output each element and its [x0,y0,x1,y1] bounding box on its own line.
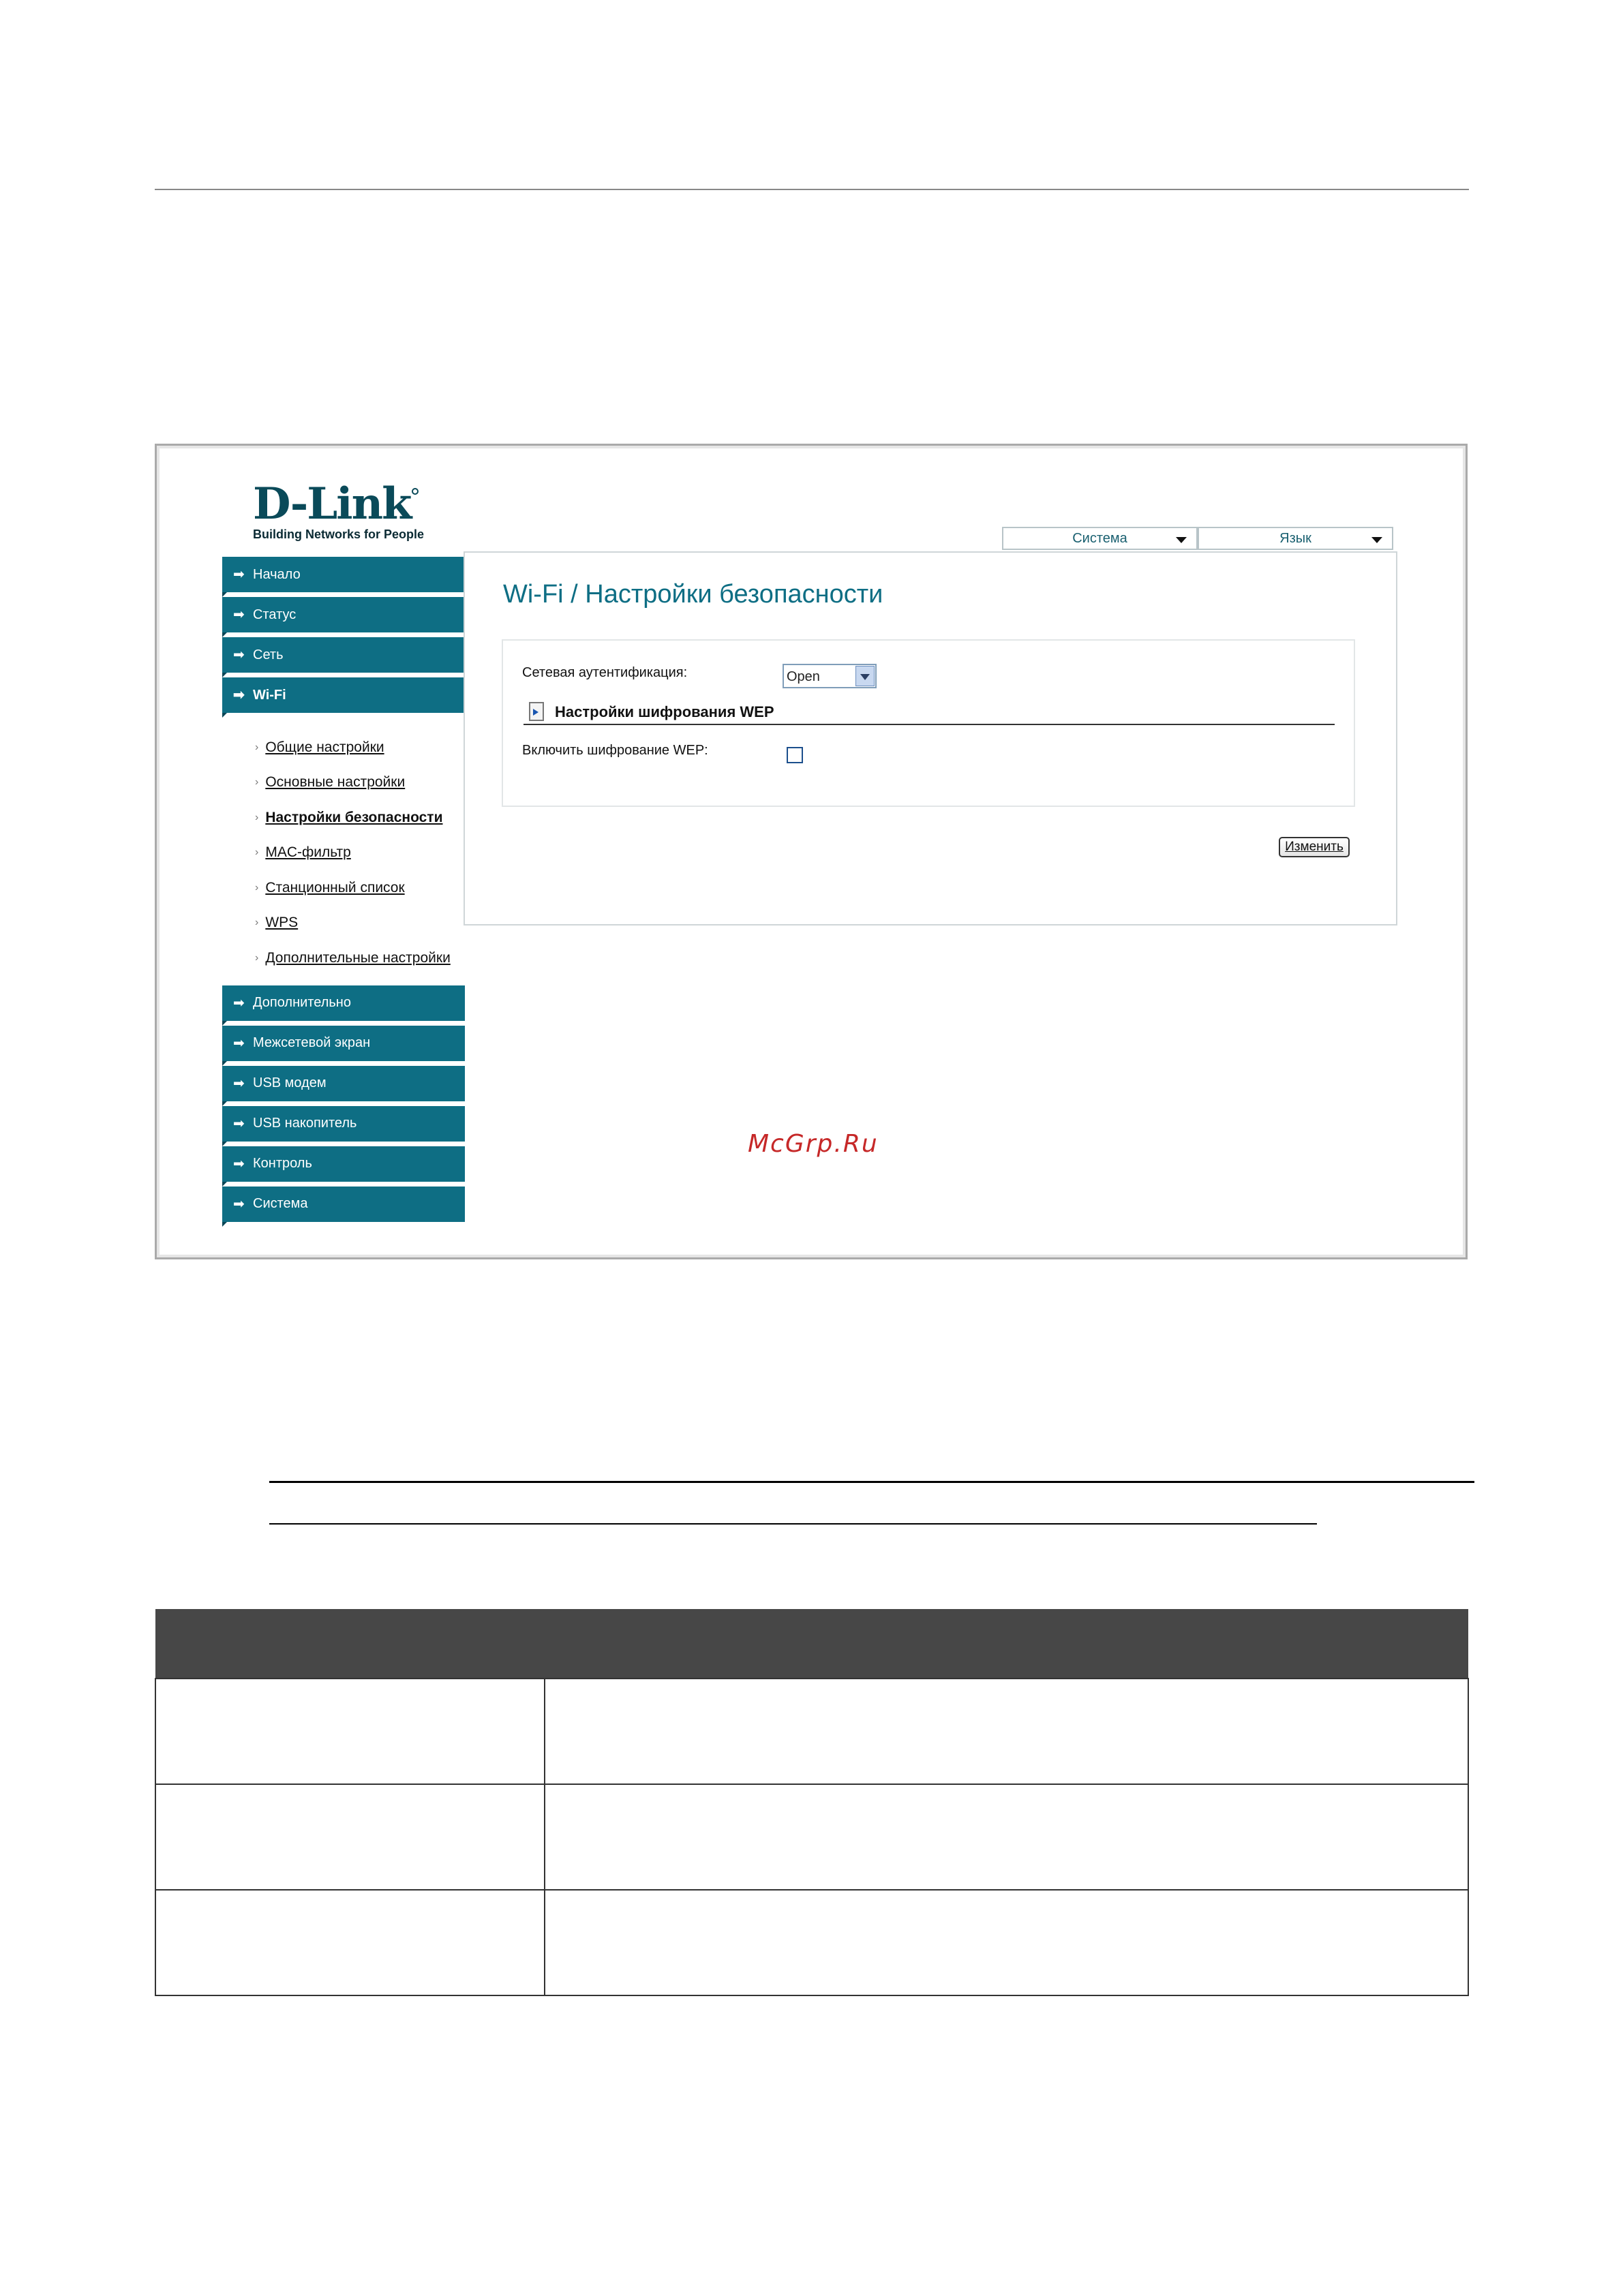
submenu-security-settings[interactable] [255,800,465,836]
chevron-down-icon [1176,537,1187,543]
table-row [155,1679,1468,1784]
parameters-table [155,1609,1469,1996]
fill-in-line [269,1481,1474,1483]
arrow-right-icon: ➡ [233,1116,245,1131]
content-panel [464,551,1397,925]
system-menu-label: Система [1072,530,1127,546]
submenu-label: Основные настройки [265,774,406,791]
table-cell [155,1784,545,1890]
submenu-label: Настройки безопасности [265,809,443,825]
sidebar-item-status[interactable] [222,597,465,632]
arrow-right-icon: ➡ [233,567,245,582]
submenu-label: Общие настройки [265,739,384,755]
page-title: Wi-Fi / Настройки безопасности [503,580,883,609]
table-header-cell [155,1609,545,1679]
sidebar-item-label: Система [253,1196,308,1211]
arrow-right-icon: ➡ [233,1196,245,1212]
dlink-logo [253,478,425,542]
wifi-submenu [222,718,465,985]
table-header-cell [545,1609,1468,1679]
table-cell [545,1890,1468,1995]
auth-label: Сетевая аутентификация: [522,665,688,680]
wep-section-header [524,701,1335,725]
sidebar-item-usb-modem[interactable] [222,1066,465,1101]
wep-enable-checkbox[interactable] [787,747,803,763]
arrow-right-icon: ➡ [233,1156,245,1172]
chevron-right-icon: › [255,776,259,789]
submenu-label: WPS [265,915,299,931]
chevron-right-icon: › [255,917,259,929]
submenu-advanced-settings[interactable] [255,940,465,976]
sidebar-item-firewall[interactable] [222,1026,465,1061]
watermark: McGrp.Ru [748,1130,879,1158]
apply-button[interactable]: Изменить [1279,837,1350,857]
sidebar-item-label: Межсетевой экран [253,1035,371,1050]
table-cell [155,1890,545,1995]
language-menu-label: Язык [1279,530,1311,546]
sidebar-item-advanced[interactable] [222,985,465,1021]
table-header-row [155,1609,1468,1679]
chevron-right-icon: › [255,811,259,823]
chevron-right-icon: › [255,846,259,859]
sidebar-item-usb-storage[interactable] [222,1106,465,1142]
system-menu[interactable] [1002,527,1198,550]
router-screenshot [155,444,1468,1259]
submenu-general-settings[interactable] [255,730,465,765]
chevron-right-icon: › [255,881,259,893]
wep-section-title: Настройки шифрования WEP [555,703,774,720]
auth-select[interactable] [783,664,877,688]
arrow-right-icon: ➡ [233,1075,245,1091]
table-cell [545,1784,1468,1890]
arrow-right-icon: ➡ [233,995,245,1011]
page-header-rule [155,189,1469,190]
submenu-label: Станционный список [265,879,405,896]
table-cell [545,1679,1468,1784]
auth-select-value: Open [787,669,820,684]
arrow-right-icon: ➡ [233,607,245,622]
submenu-label: Дополнительные настройки [265,949,451,966]
arrow-right-icon: ➡ [233,1035,245,1051]
sidebar-item-label: USB накопитель [253,1116,357,1131]
registered-mark-icon [412,488,419,495]
language-menu[interactable] [1198,527,1393,550]
sidebar-item-label: Сеть [253,647,284,662]
chevron-right-icon: › [255,741,259,753]
top-menu-bar [1002,527,1393,550]
sidebar-item-network[interactable] [222,637,465,673]
table-cell [155,1679,545,1784]
chevron-right-icon: › [255,951,259,964]
sidebar-item-system[interactable] [222,1187,465,1222]
submenu-station-list[interactable] [255,870,465,906]
sidebar-item-label: Начало [253,566,301,582]
sidebar-item-wifi[interactable] [222,677,465,713]
table-row [155,1890,1468,1995]
chevron-down-icon [1371,537,1382,543]
submenu-wps[interactable] [255,906,465,941]
sidebar-item-control[interactable] [222,1146,465,1182]
sidebar-item-label: Контроль [253,1156,312,1171]
logo-tagline: Building Networks for People [253,527,425,541]
arrow-right-icon: ➡ [233,688,245,703]
arrow-right-icon: ➡ [233,647,245,662]
wep-enable-label: Включить шифрование WEP: [522,743,708,758]
sidebar-item-label: Статус [253,607,297,622]
sidebar-item-label: USB модем [253,1075,327,1090]
security-form [502,639,1355,807]
sidebar [222,557,465,1227]
submenu-mac-filter[interactable] [255,836,465,871]
chevron-down-icon[interactable] [855,666,875,686]
sidebar-item-label: Дополнительно [253,995,351,1010]
document-arrow-icon [529,702,544,721]
submenu-basic-settings[interactable] [255,765,465,801]
logo-brand: D-Link [253,478,411,530]
sidebar-item-label: Wi-Fi [253,687,286,703]
table-row [155,1784,1468,1890]
submenu-label: MAC-фильтр [265,844,351,861]
sidebar-item-home[interactable] [222,557,465,592]
fill-in-line [269,1523,1317,1525]
